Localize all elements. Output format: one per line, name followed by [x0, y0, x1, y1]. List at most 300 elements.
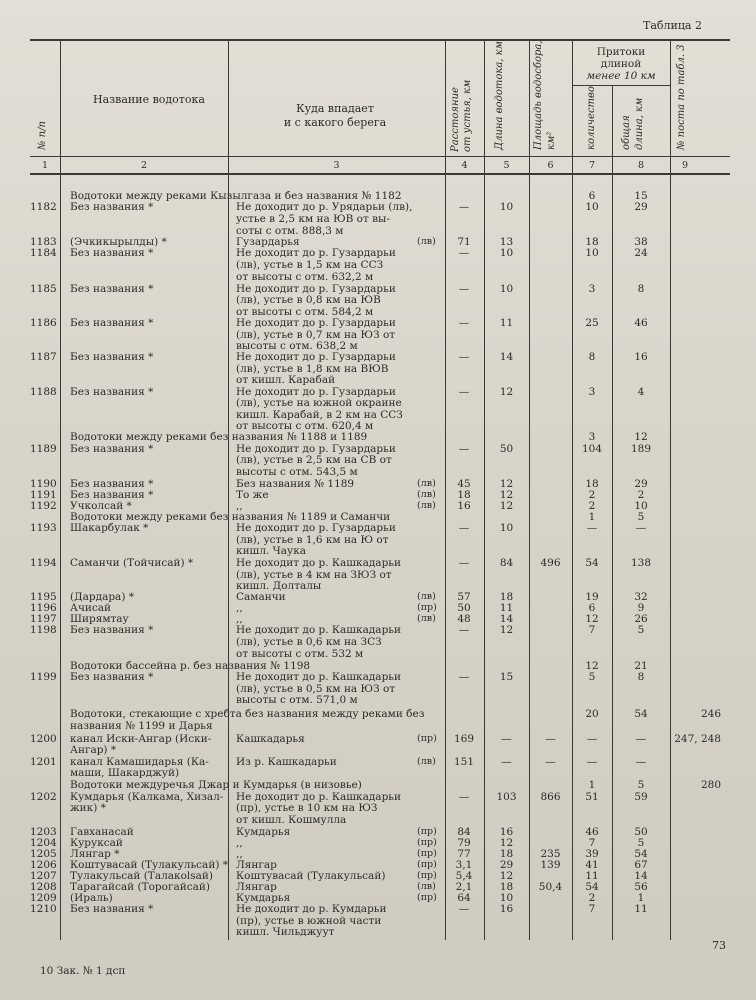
outflow-place: (лв), устье в 2,5 км на СВ от — [236, 454, 392, 466]
outflow-place: (лв), устье в 0,5 км на ЮЗ от — [236, 683, 396, 695]
header-tributaries-c: менее 10 км — [586, 70, 656, 82]
outflow-place: Кашкадарья — [236, 733, 305, 745]
header-where-b: и с какого берега — [283, 116, 387, 129]
tributary-length: 15 — [634, 190, 648, 202]
watercourse-name: Без названия * — [70, 489, 154, 501]
outflow-place: кишл. Долталы — [236, 580, 322, 592]
tributary-length: 54 — [634, 848, 648, 860]
watercourse-length: 10 — [499, 892, 514, 904]
watercourse-length: 12 — [499, 386, 514, 398]
distance-from-mouth: 151 — [453, 756, 475, 768]
outflow-place: (лв), устье на южной окраине — [236, 397, 402, 409]
watercourse-name: Учколсай * — [70, 500, 132, 512]
bank-side: (лв) — [417, 489, 436, 500]
watercourse-name: Ангар) * — [70, 744, 117, 756]
watercourse-length: 11 — [499, 602, 514, 614]
basin-area: — — [545, 756, 556, 768]
tributary-count: 41 — [585, 859, 599, 871]
outflow-place: Не доходит до р. Кашкадарьи — [236, 791, 402, 803]
col-number-1: 1 — [41, 160, 49, 171]
tributary-length: 5 — [637, 779, 645, 791]
outflow-place: Кумдарья — [236, 892, 291, 904]
outflow-place: кишл. Чильджуут — [236, 926, 335, 938]
watercourse-length: 10 — [499, 283, 514, 295]
distance-from-mouth: 16 — [457, 500, 471, 512]
watercourse-name: Ширямтау — [70, 613, 129, 625]
tributary-count: 1 — [588, 511, 596, 523]
header-where-a: Куда впадает — [296, 102, 374, 115]
row-number: 1185 — [30, 283, 57, 295]
distance-from-mouth: — — [458, 671, 470, 683]
distance-from-mouth: 64 — [457, 892, 471, 904]
row-number: 1207 — [30, 870, 57, 882]
basin-area: 139 — [540, 859, 561, 871]
tributary-count: 6 — [588, 190, 596, 202]
outflow-place: Гузардарья — [236, 236, 300, 248]
distance-from-mouth: — — [458, 351, 470, 363]
tributary-length: 138 — [630, 557, 652, 569]
tributary-count: 3 — [588, 386, 596, 398]
bank-side: (пр) — [417, 602, 437, 613]
table-label: Таблица 2 — [643, 19, 702, 32]
row-number: 1193 — [30, 522, 57, 534]
bank-side: (лв) — [417, 613, 436, 624]
outflow-place: соты с отм. 888,3 м — [236, 225, 344, 237]
tributary-count: 2 — [588, 500, 596, 512]
outflow-place: высоты с отм. 571,0 м — [236, 694, 358, 706]
tributary-count: 2 — [588, 892, 596, 904]
header-tributaries-a: Притоки — [596, 46, 646, 58]
tributary-count: 11 — [585, 870, 599, 882]
watercourse-name: Без названия * — [70, 247, 154, 259]
row-number: 1210 — [30, 903, 57, 915]
watercourse-name: Коштувасай (Тулакульсай) * — [70, 859, 229, 871]
tributary-length: 26 — [634, 613, 648, 625]
outflow-place: Из р. Кашкадарьи — [236, 756, 337, 768]
distance-from-mouth: — — [458, 443, 470, 455]
tributary-count: 20 — [585, 708, 599, 720]
tributary-count: 7 — [588, 624, 596, 636]
tributary-length: 54 — [634, 708, 648, 720]
tributary-length: 12 — [634, 431, 648, 443]
outflow-place: Лянгар — [236, 881, 277, 893]
outflow-place: (лв), устье в 1,5 км на ССЗ — [236, 259, 384, 271]
tributary-count: 10 — [585, 247, 599, 259]
row-number: 1188 — [30, 386, 57, 398]
col-number-5: 5 — [503, 160, 510, 171]
watercourse-name: Ачисай — [70, 602, 112, 614]
watercourse-length: 18 — [499, 881, 514, 893]
watercourse-name: канал Камашидарья (Ка- — [70, 756, 209, 768]
outflow-place: То же — [236, 489, 269, 501]
page-number: 73 — [712, 939, 726, 952]
row-number: 1182 — [30, 201, 57, 213]
row-number: 1196 — [30, 602, 57, 614]
watercourse-name: жик) * — [70, 802, 106, 814]
tributary-count: 25 — [585, 317, 599, 329]
tributary-length: 189 — [630, 443, 652, 455]
tributary-length: — — [635, 733, 647, 745]
tributary-length: 29 — [634, 478, 648, 490]
watercourse-name: Водотоки, стекающие с хребта без названия между реками без — [70, 708, 425, 720]
outflow-place: высоты с отм. 638,2 м — [236, 340, 358, 352]
tributary-length: 56 — [634, 881, 648, 893]
row-number: 1187 — [30, 351, 57, 363]
bank-side: (лв) — [417, 500, 436, 511]
distance-from-mouth: — — [458, 386, 470, 398]
post-number: 247, 248 — [674, 733, 721, 745]
distance-from-mouth: — — [458, 791, 470, 803]
header-post: № поста по табл. 3 — [676, 44, 687, 150]
watercourse-name: Без названия * — [70, 351, 154, 363]
row-number: 1191 — [30, 489, 57, 501]
tributary-count: 8 — [588, 351, 596, 363]
row-number: 1208 — [30, 881, 57, 893]
bank-side: (пр) — [417, 870, 437, 881]
tributary-count: 1 — [588, 779, 596, 791]
distance-from-mouth: 57 — [457, 591, 471, 603]
outflow-place: Не доходит до р. Гузардарьи — [236, 247, 396, 259]
watercourse-length: 12 — [499, 837, 514, 849]
col-divider-8 — [670, 40, 671, 940]
tributary-length: 1 — [637, 892, 645, 904]
outflow-place: ,, — [236, 613, 243, 625]
header-total-b: длина, км — [634, 97, 645, 150]
watercourse-length: 12 — [499, 478, 514, 490]
bank-side: (лв) — [417, 478, 436, 489]
tributary-length: — — [635, 522, 647, 534]
watercourse-length: 11 — [499, 317, 514, 329]
tributary-length: 10 — [634, 500, 648, 512]
outflow-place: (лв), устье в 4 км на ЗЮЗ от — [236, 569, 392, 581]
watercourse-name: Водотоки между реками без названия № 1188 и 1189 — [70, 431, 368, 443]
tributary-length: 24 — [634, 247, 648, 259]
watercourse-length: 16 — [499, 903, 514, 915]
outflow-place: Не доходит до р. Кашкадарьи — [236, 557, 402, 569]
row-number: 1200 — [30, 733, 57, 745]
tributary-length: 38 — [634, 236, 648, 248]
col-number-9: 9 — [681, 160, 689, 171]
tributary-count: 18 — [585, 236, 599, 248]
row-number: 1190 — [30, 478, 57, 490]
col-number-8: 8 — [637, 160, 645, 171]
outflow-place: Без названия № 1189 — [236, 478, 355, 490]
distance-from-mouth: — — [458, 317, 470, 329]
tributary-count: 19 — [585, 591, 599, 603]
outflow-place: (лв), устье в 0,7 км на ЮЗ от — [236, 329, 396, 341]
tributary-count: 54 — [585, 881, 599, 893]
watercourse-length: 12 — [499, 489, 514, 501]
outflow-place: Коштувасай (Тулакульсай) — [236, 870, 386, 882]
watercourse-length: 15 — [499, 671, 514, 683]
watercourse-name: Без названия * — [70, 283, 154, 295]
watercourse-name: Без названия * — [70, 386, 154, 398]
tributary-length: 29 — [634, 201, 648, 213]
row-number: 1197 — [30, 613, 57, 625]
watercourse-name: канал Иски-Ангар (Иски- — [70, 733, 212, 745]
outflow-place: Не доходит до р. Гузардарьи — [236, 386, 396, 398]
row-number: 1209 — [30, 892, 57, 904]
watercourse-length: 29 — [499, 859, 514, 871]
watercourse-length: 18 — [499, 848, 514, 860]
outflow-place: Не доходит до р. Гузардарьи — [236, 283, 396, 295]
table-top-rule — [30, 39, 730, 41]
tributary-count: 54 — [585, 557, 599, 569]
basin-area: 496 — [540, 557, 561, 569]
outflow-place: (лв), устье в 0,8 км на ЮВ — [236, 294, 381, 306]
row-number: 1201 — [30, 756, 57, 768]
watercourse-name: Водотоки бассейна р. без названия № 1198 — [70, 660, 311, 672]
watercourse-name: Тарагайсай (Торогайсай) — [70, 881, 210, 893]
outflow-place: Не доходит до р. Гузардарьи — [236, 317, 396, 329]
col-number-6: 6 — [547, 160, 554, 171]
header-area-b: км² — [546, 131, 557, 150]
watercourse-length: 84 — [499, 557, 514, 569]
row-number: 1192 — [30, 500, 57, 512]
watercourse-name: Водотоки междуречья Джар и Кумдарья (в низовье) — [70, 779, 362, 791]
row-number: 1202 — [30, 791, 57, 803]
footer-order: 10 Зак. № 1 дсп — [40, 965, 126, 977]
tributary-length: 5 — [637, 511, 645, 523]
row-number: 1195 — [30, 591, 57, 603]
row-number: 1198 — [30, 624, 57, 636]
header-length: Длина водотока, км — [494, 41, 505, 150]
header-distance-a: Расстояние — [450, 87, 461, 152]
distance-from-mouth: — — [458, 624, 470, 636]
distance-from-mouth: 18 — [457, 489, 471, 501]
outflow-place: от высоты с отм. 532 м — [236, 648, 364, 660]
tributary-count: 7 — [588, 837, 596, 849]
basin-area: — — [545, 733, 556, 745]
outflow-place: Не доходит до р. Кашкадарьи — [236, 624, 402, 636]
post-number: 280 — [700, 779, 721, 791]
watercourse-length: 50 — [499, 443, 514, 455]
watercourse-length: 18 — [499, 591, 514, 603]
tributary-count: 104 — [581, 443, 603, 455]
outflow-place: от высоты с отм. 584,2 м — [236, 306, 374, 318]
watercourse-length: — — [501, 756, 512, 768]
distance-from-mouth: 45 — [457, 478, 471, 490]
distance-from-mouth: 50 — [457, 602, 471, 614]
watercourse-name: Без названия * — [70, 671, 154, 683]
bank-side: (лв) — [417, 881, 436, 892]
outflow-place: (лв), устье в 0,6 км на ЗСЗ — [236, 636, 382, 648]
outflow-place: Кумдарья — [236, 826, 291, 838]
distance-from-mouth: — — [458, 247, 470, 259]
tributary-count: 3 — [588, 431, 596, 443]
distance-from-mouth: — — [458, 201, 470, 213]
col-divider-5 — [529, 40, 530, 940]
header-name: Название водотока — [93, 93, 205, 106]
outflow-place: (лв), устье в 1,6 км на Ю от — [236, 534, 389, 546]
header-tributaries-b: длиной — [600, 58, 642, 70]
outflow-place: устье в 2,5 км на ЮВ от вы- — [236, 213, 390, 225]
post-number: 246 — [700, 708, 721, 720]
col-number-7: 7 — [588, 160, 596, 171]
col-number-4: 4 — [461, 160, 468, 171]
outflow-place: высоты с отм. 543,5 м — [236, 466, 358, 478]
outflow-place: Не доходит до р. Гузардарьи — [236, 351, 396, 363]
watercourse-name: Саманчи (Тойчисай) * — [70, 557, 194, 569]
watercourse-length: 12 — [499, 500, 514, 512]
distance-from-mouth: 5,4 — [455, 870, 473, 882]
watercourse-name: Без названия * — [70, 903, 154, 915]
bank-side: (лв) — [417, 756, 436, 767]
watercourse-length: 12 — [499, 870, 514, 882]
outflow-place: Не доходит до р. Кумдарьи — [236, 903, 387, 915]
row-number: 1183 — [30, 236, 57, 248]
row-number: 1194 — [30, 557, 57, 569]
basin-area: 50,4 — [538, 881, 563, 893]
outflow-place: ,, — [236, 602, 243, 614]
tributary-length: 46 — [634, 317, 648, 329]
row-number: 1206 — [30, 859, 57, 871]
header-rule — [30, 156, 730, 157]
watercourse-name: Куруксай — [70, 837, 123, 849]
row-number: 1204 — [30, 837, 57, 849]
row-number: 1186 — [30, 317, 57, 329]
watercourse-name: Без названия * — [70, 201, 154, 213]
outflow-place: ,, — [236, 500, 243, 512]
tributary-count: 3 — [588, 283, 596, 295]
watercourse-length: 10 — [499, 201, 514, 213]
tributary-length: 11 — [634, 903, 648, 915]
watercourse-name: Без названия * — [70, 443, 154, 455]
watercourse-length: 14 — [499, 613, 514, 625]
bank-side: (лв) — [417, 236, 436, 247]
tributary-length: 32 — [634, 591, 648, 603]
bank-side: (пр) — [417, 859, 437, 870]
outflow-place: Лянгар — [236, 859, 277, 871]
tributary-count: — — [586, 733, 598, 745]
outflow-place: ,, — [236, 848, 243, 860]
outflow-place: (пр), устье в южной части — [236, 915, 382, 927]
tributary-length: 9 — [637, 602, 645, 614]
outflow-place: от кишл. Кошмулла — [236, 814, 347, 826]
tributary-count: — — [586, 756, 598, 768]
watercourse-name: названия № 1199 и Дарья — [70, 720, 213, 732]
bank-side: (пр) — [417, 892, 437, 903]
outflow-place: (лв), устье в 1,8 км на ВЮВ — [236, 363, 389, 375]
distance-from-mouth: — — [458, 522, 470, 534]
row-number: 1184 — [30, 247, 57, 259]
tributary-count: 46 — [585, 826, 599, 838]
outflow-place: Не доходит до р. Гузардарьи — [236, 443, 396, 455]
row-number: 1203 — [30, 826, 57, 838]
number-row-rule — [30, 173, 730, 175]
row-number: 1205 — [30, 848, 57, 860]
distance-from-mouth: 71 — [457, 236, 471, 248]
watercourse-name: Водотоки между реками без названия № 1189 и Саманчи — [70, 511, 391, 523]
distance-from-mouth: — — [458, 557, 470, 569]
distance-from-mouth: 48 — [457, 613, 471, 625]
watercourse-name: Кумдарья (Калкама, Хизал- — [70, 791, 224, 803]
watercourse-length: 13 — [499, 236, 514, 248]
watercourse-length: 14 — [499, 351, 514, 363]
outflow-place: от высоты с отм. 632,2 м — [236, 271, 374, 283]
tributary-length: 5 — [637, 837, 645, 849]
watercourse-name: Тулакульсай (Талакolsай) — [70, 870, 213, 882]
tributary-count: 39 — [585, 848, 599, 860]
tributary-length: 16 — [634, 351, 648, 363]
tributary-count: 7 — [588, 903, 596, 915]
watercourse-name: маши, Шакарджуй) — [70, 767, 180, 779]
watercourse-length: 103 — [496, 791, 517, 803]
tributary-count: 6 — [588, 602, 596, 614]
watercourse-name: Гавханасай — [70, 826, 134, 838]
watercourse-name: Водотоки между реками Кызылгаза и без названия № 1182 — [70, 190, 402, 202]
distance-from-mouth: — — [458, 903, 470, 915]
bank-side: (лв) — [417, 591, 436, 602]
outflow-place: Не доходит до р. Урядарьи (лв), — [236, 201, 413, 213]
outflow-place: кишл. Карабай, в 2 км на ССЗ — [236, 409, 403, 421]
tributary-count: 2 — [588, 489, 596, 501]
watercourse-name: Шакарбулак * — [70, 522, 149, 534]
outflow-place: кишл. Чаука — [236, 545, 307, 557]
basin-area: 866 — [540, 791, 561, 803]
header-count: количество — [586, 86, 597, 150]
bank-side: (пр) — [417, 826, 437, 837]
distance-from-mouth: 84 — [457, 826, 471, 838]
watercourse-length: 10 — [499, 247, 514, 259]
outflow-place: Не доходит до р. Гузардарьи — [236, 522, 396, 534]
outflow-place: от кишл. Карабай — [236, 374, 336, 386]
col-number-3: 3 — [333, 160, 340, 171]
watercourse-length: 12 — [499, 624, 514, 636]
watercourse-length: 10 — [499, 522, 514, 534]
watercourse-name: (Эчкикырылды) * — [70, 236, 167, 248]
tributary-count: 10 — [585, 201, 599, 213]
distance-from-mouth: 3,1 — [455, 859, 473, 871]
tributary-length: 59 — [634, 791, 648, 803]
distance-from-mouth: — — [458, 283, 470, 295]
col-divider-1 — [60, 40, 61, 940]
tributary-count: 51 — [585, 791, 599, 803]
row-number: 1199 — [30, 671, 57, 683]
tributary-length: 8 — [637, 671, 645, 683]
watercourse-name: Лянгар * — [70, 848, 120, 860]
tributary-count: 5 — [588, 671, 596, 683]
distance-from-mouth: 2,1 — [455, 881, 473, 893]
watercourse-length: 16 — [499, 826, 514, 838]
tributary-count: 18 — [585, 478, 599, 490]
distance-from-mouth: 79 — [457, 837, 471, 849]
header-total-a: общая — [621, 115, 632, 150]
tributary-length: 5 — [637, 624, 645, 636]
outflow-place: Не доходит до р. Кашкадарьи — [236, 671, 402, 683]
tributary-count: — — [586, 522, 598, 534]
tributary-length: 14 — [634, 870, 648, 882]
tributary-length: 2 — [637, 489, 645, 501]
col-divider-2 — [228, 40, 229, 940]
basin-area: 235 — [540, 848, 561, 860]
outflow-place: от высоты с отм. 620,4 м — [236, 420, 374, 432]
watercourse-name: Без названия * — [70, 624, 154, 636]
tributary-count: 12 — [585, 613, 599, 625]
tributary-count: 12 — [585, 660, 599, 672]
bank-side: (пр) — [417, 837, 437, 848]
tributary-length: 21 — [634, 660, 648, 672]
tributary-length: 67 — [634, 859, 648, 871]
outflow-place: Саманчи — [236, 591, 286, 603]
tributary-length: — — [635, 756, 647, 768]
watercourse-name: Без названия * — [70, 317, 154, 329]
row-number: 1189 — [30, 443, 57, 455]
header-distance-b: от устья, км — [462, 79, 473, 152]
outflow-place: ,, — [236, 837, 243, 849]
tributary-length: 50 — [634, 826, 648, 838]
distance-from-mouth: 169 — [453, 733, 475, 745]
